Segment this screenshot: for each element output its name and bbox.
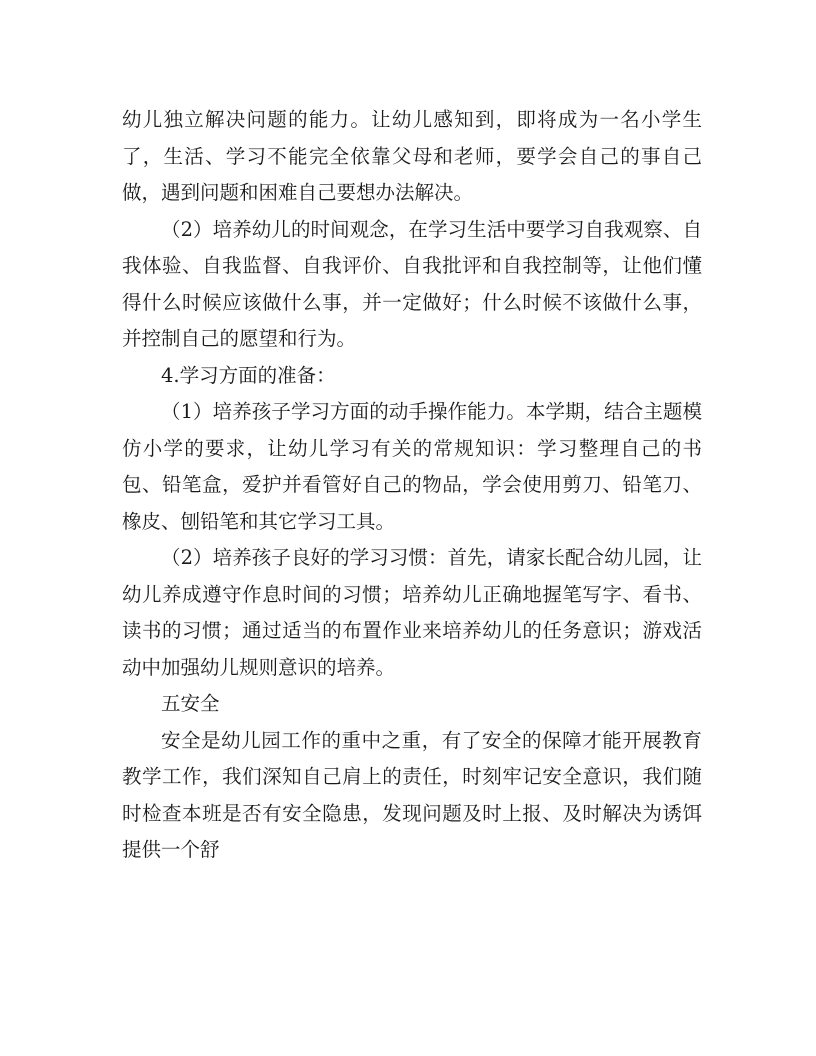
paragraph-safety: 安全是幼儿园工作的重中之重，有了安全的保障才能开展教育教学工作，我们深知自己肩上的责任，时刻牢记安全意识，我们随时检查本班是否有安全隐患，发现问题及时上报、及时解决为诱饵提供一个舒 xyxy=(122,728,702,861)
document-body xyxy=(122,102,702,869)
section-heading-safety: 五安全 xyxy=(161,692,220,715)
paragraph-time-concept: （2）培养幼儿的时间观念，在学习生活中要学习自我观察、自我体验、自我监督、自我评价、自我批评和自我控制等，让他们懂得什么时候应该做什么事，并一定做好；什么时候不该做什么事，并控制自己的愿望和行为。 xyxy=(122,217,702,350)
section-heading-study-preparation: 4.学习方面的准备： xyxy=(161,363,336,387)
paragraph-hands-on-ability: （1）培养孩子学习方面的动手操作能力。本学期，结合主题模仿小学的要求，让幼儿学习有关的常规知识：学习整理自己的书包、铅笔盒，爱护并看管好自己的物品，学会使用剪刀、铅笔刀、橡皮、刨铅笔和其它学习工具。 xyxy=(122,400,702,533)
paragraph-continuation: 幼儿独立解决问题的能力。让幼儿感知到，即将成为一名小学生了，生活、学习不能完全依靠父母和老师，要学会自己的事自己做，遇到问题和困难自己要想办法解决。 xyxy=(122,108,702,204)
paragraph-study-habits: （2）培养孩子良好的学习习惯：首先，请家长配合幼儿园，让幼儿养成遵守作息时间的习惯；培养幼儿正确地握笔写字、看书、读书的习惯；通过适当的布置作业来培养幼儿的任务意识；游戏活动中加强幼儿规则意识的培养。 xyxy=(122,546,702,679)
